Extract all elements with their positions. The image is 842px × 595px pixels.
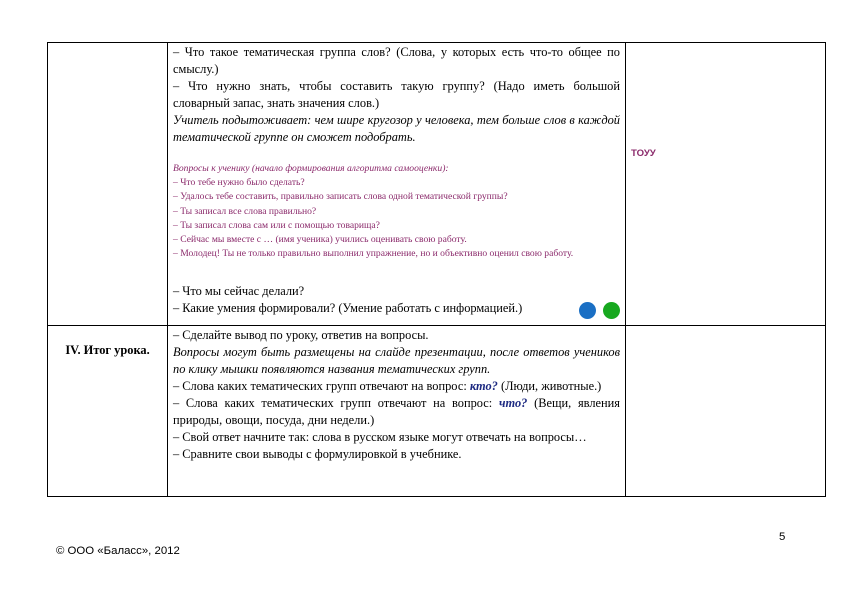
question-line: – Слова каких тематических групп отвечают на вопрос: кто? (Люди, животные.) <box>173 379 602 393</box>
intro-line: – Сделайте вывод по уроку, ответив на вопросы. <box>173 328 429 342</box>
self-assessment-title: Вопросы к ученику (начало формирования алгоритма самооценки): <box>173 163 449 174</box>
table-row <box>48 326 826 497</box>
question-line: – Что нужно знать, чтобы составить такую группу? (Надо иметь большой словарный запас, знать значения слов.) <box>173 79 620 110</box>
compare-line: – Сравните свои выводы с формулировкой в учебнике. <box>173 447 462 461</box>
self-assessment-item: – Ты записал слова сам или с помощью товарища? <box>173 219 380 231</box>
evaluation-dots <box>579 302 620 319</box>
keyword: кто? <box>469 379 498 393</box>
question-line: – Что такое тематическая группа слов? (Слова, у которых есть что-то общее по смыслу.) <box>173 45 620 76</box>
content-cell <box>168 43 626 326</box>
teacher-summary: Учитель подытоживает: чем шире кругозор у человека, тем больше слов в каждой тематической группе он сможет подобрать. <box>173 113 620 144</box>
self-assessment-item: – Удалось тебе составить, правильно записать слова одной тематической группы? <box>173 191 508 203</box>
self-assessment-item: – Ты записал все слова правильно? <box>173 205 317 217</box>
answer-line: – Свой ответ начните так: слова в русском языке могут отвечать на вопросы… <box>173 430 587 444</box>
self-assessment-item: – Сейчас мы вместе с … (имя ученика) учились оценивать свою работу. <box>173 234 467 246</box>
blue-circle-icon <box>579 302 596 319</box>
green-circle-icon <box>603 302 620 319</box>
note-cell <box>626 43 826 326</box>
stage-cell <box>48 43 168 326</box>
self-assessment-item: – Молодец! Ты не только правильно выполнил упражнение, но и объективно оценил свою работу. <box>173 248 574 260</box>
page-number: 5 <box>779 531 786 543</box>
side-note: ТОУУ <box>631 148 656 159</box>
keyword: что? <box>498 396 528 410</box>
table-row <box>48 43 826 326</box>
stage-cell <box>48 326 168 497</box>
lesson-table <box>47 42 826 497</box>
slide-note: Вопросы могут быть размещены на слайде презентации, после ответов учеников по клику мышки появляются названия тематических групп. <box>173 345 620 376</box>
content-cell <box>168 326 626 497</box>
copyright-footer: © ООО «Баласс», 2012 <box>56 545 180 557</box>
closing-line: – Какие умения формировали? (Умение работать с информацией.) <box>173 301 523 316</box>
note-cell <box>626 326 826 497</box>
question-line: – Слова каких тематических групп отвечают на вопрос: что? (Вещи, явления природы, овощи, посуда, дни недели.) <box>173 396 621 427</box>
closing-line: – Что мы сейчас делали? <box>173 284 305 299</box>
stage-label: IV. Итог урока. <box>65 343 150 357</box>
self-assessment-item: – Что тебе нужно было сделать? <box>173 177 305 189</box>
